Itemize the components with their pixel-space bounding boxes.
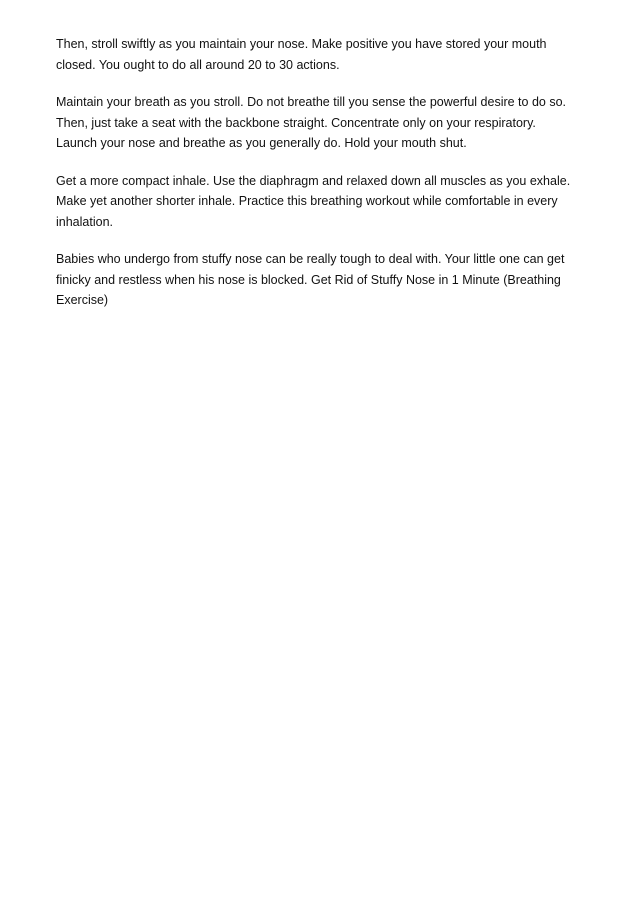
text-line: closed. You ought to do all around 20 to 30 actions.: [56, 57, 340, 72]
paragraph-breath-hold: [56, 92, 598, 154]
text-line: Then, stroll swiftly as you maintain your nose. Make positive you have stored your mouth: [56, 37, 547, 51]
text-line: Launch your nose and breathe as you generally do. Hold your mouth shut.: [56, 136, 467, 150]
paragraph-inhale: [56, 171, 598, 233]
text-line: Make yet another shorter inhale. Practice this breathing workout while comfortable in every: [56, 194, 558, 208]
text-line: inhalation.: [56, 214, 113, 229]
text-line: finicky and restless when his nose is blocked. Get Rid of Stuffy Nose in 1 Minute (Breathing: [56, 272, 561, 287]
text-line: Babies who undergo from stuffy nose can be really tough to deal with. Your little one can get: [56, 252, 565, 266]
text-line: Maintain your breath as you stroll. Do not breathe till you sense the powerful desire to do so.: [56, 95, 567, 109]
text-line: Exercise): [56, 293, 109, 307]
text-line: Then, just take a seat with the backbone straight. Concentrate only on your respiratory.: [56, 115, 536, 130]
paragraph-babies: [56, 249, 598, 311]
text-line: Get a more compact inhale. Use the diaphragm and relaxed down all muscles as you exhale.: [56, 173, 571, 188]
paragraph-walking: [56, 34, 598, 75]
